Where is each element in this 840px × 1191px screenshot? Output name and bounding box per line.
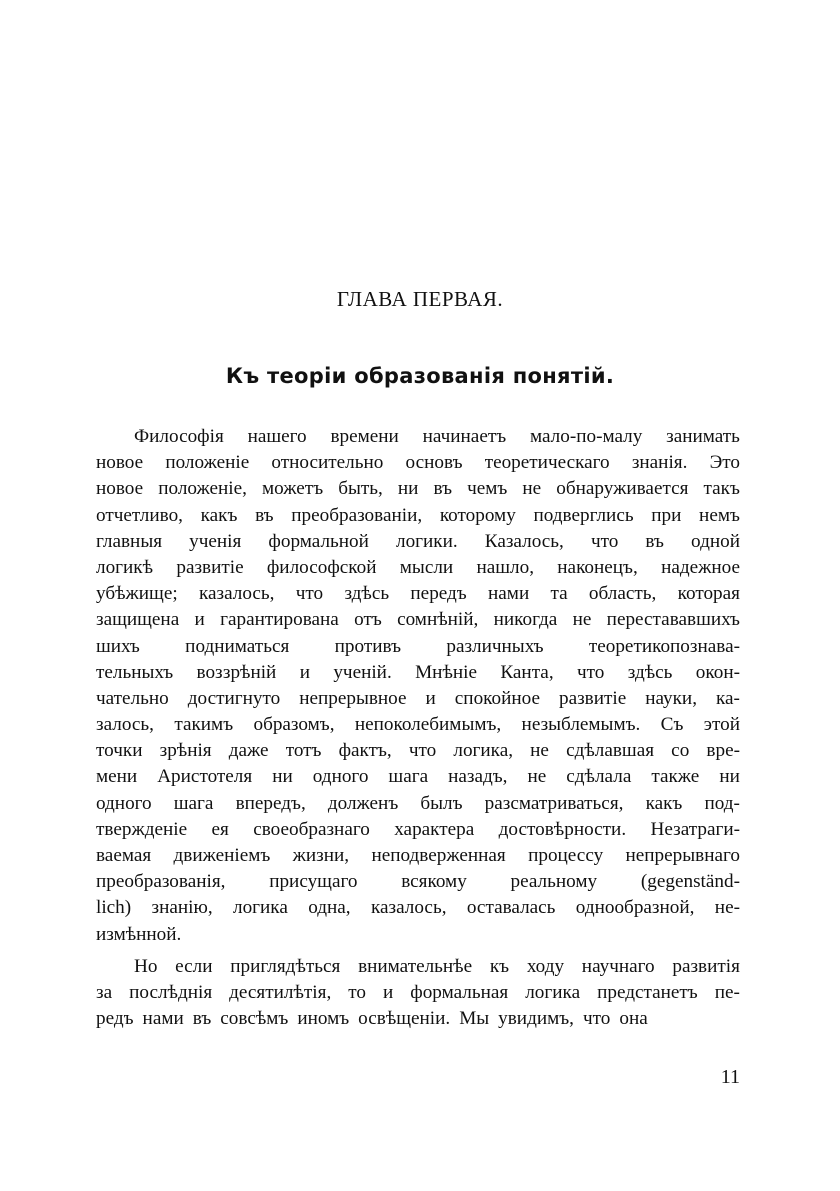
- text-line: убѣжище; казалось, что здѣсь передъ нами та область, которая: [96, 583, 740, 605]
- text-line: защищена и гарантирована отъ сомнѣній, никогда не перестававшихъ: [96, 609, 740, 631]
- text-line: преобразованія, присущаго всякому реальному (gegenständ-: [96, 871, 740, 893]
- paragraph: [96, 424, 740, 948]
- text-line: залось, такимъ образомъ, непоколебимымъ, незыблемымъ. Съ этой: [96, 714, 740, 736]
- text-line: измѣнной.: [96, 923, 182, 945]
- text-line: мени Аристотеля ни одного шага назадъ, не сдѣлала также ни: [96, 766, 740, 788]
- text-line: одного шага впередъ, долженъ былъ разсматриваться, какъ под-: [96, 792, 740, 814]
- text-line: lich) знанію, логика одна, казалось, оставалась однообразной, не-: [96, 897, 740, 919]
- text-line: за послѣднія десятилѣтія, то и формальная логика предстанетъ пе-: [96, 981, 740, 1003]
- text-line: редъ нами въ совсѣмъ иномъ освѣщеніи. Мы увидимъ, что она: [96, 1008, 648, 1030]
- page-number: 11: [720, 1066, 740, 1088]
- text-line: новое положеніе, можетъ быть, ни въ чемъ не обнаруживается такъ: [96, 478, 740, 500]
- text-line: точки зрѣнія даже тотъ фактъ, что логика, не сдѣлавшая со вре-: [96, 740, 740, 762]
- text-line: логикѣ развитіе философской мысли нашло, наконецъ, надежное: [96, 556, 740, 578]
- chapter-heading: ГЛАВА ПЕРВАЯ.: [336, 287, 504, 311]
- text-line: чательно достигнуто непрерывное и спокойное развитіе науки, ка-: [96, 687, 740, 709]
- text-line: твержденіе ея своеобразнаго характера достовѣрности. Незатраги-: [96, 818, 740, 840]
- text-line: главныя ученія формальной логики. Казалось, что въ одной: [96, 530, 740, 552]
- chapter-title: Къ теоріи образованія понятій.: [225, 364, 615, 388]
- text-line: шихъ подниматься противъ различныхъ теоретикопознава-: [96, 635, 740, 657]
- body-text: [96, 424, 740, 1032]
- text-line: ваемая движеніемъ жизни, неподверженная процессу непрерывнаго: [96, 845, 740, 866]
- text-line: Философія нашего времени начинаетъ мало-по-малу занимать: [134, 426, 740, 447]
- text-line: новое положеніе относительно основъ теоретическаго знанія. Это: [96, 452, 740, 474]
- text-line: тельныхъ воззрѣній и ученій. Мнѣніе Канта, что здѣсь окон-: [96, 661, 740, 683]
- paragraph: [96, 954, 740, 1033]
- text-line: Но если приглядѣться внимательнѣе къ ходу научнаго развитія: [134, 955, 740, 977]
- text-line: отчетливо, какъ въ преобразованіи, которому подверглись при немъ: [96, 504, 740, 526]
